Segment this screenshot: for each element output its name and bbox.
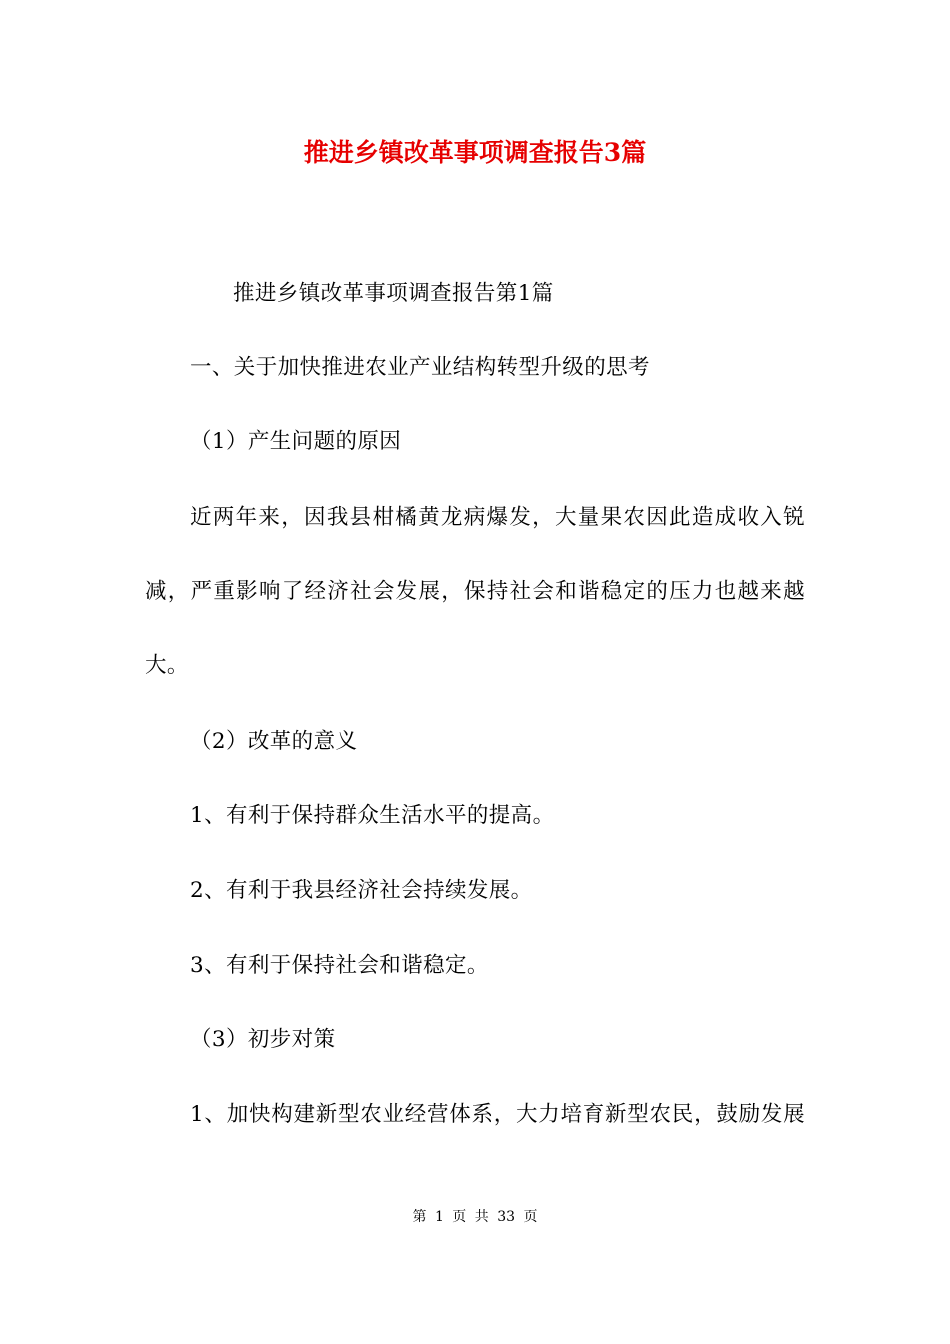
list-item: 1、加快构建新型农业经营体系，大力培育新型农民，鼓励发展 [190, 1102, 805, 1127]
document-title: 推进乡镇改革事项调查报告3篇 [303, 138, 647, 167]
subheading-measures: （3）初步对策 [190, 1027, 336, 1052]
subheading-causes: （1）产生问题的原因 [190, 429, 402, 454]
paragraph-line: 大。 [145, 653, 189, 678]
page-number: 第 1 页 共 33 页 [412, 1209, 538, 1225]
list-item: 2、有利于我县经济社会持续发展。 [190, 878, 533, 903]
paragraph-line: 近两年来，因我县柑橘黄龙病爆发，大量果农因此造成收入锐 [190, 505, 805, 530]
paragraph-line: 减，严重影响了经济社会发展，保持社会和谐稳定的压力也越来越 [145, 579, 805, 604]
section-heading: 推进乡镇改革事项调查报告第1篇 [233, 281, 554, 306]
chapter-heading: 一、关于加快推进农业产业结构转型升级的思考 [190, 355, 650, 380]
subheading-significance: （2）改革的意义 [190, 729, 358, 754]
list-item: 3、有利于保持社会和谐稳定。 [190, 953, 489, 978]
list-item: 1、有利于保持群众生活水平的提高。 [190, 803, 555, 828]
